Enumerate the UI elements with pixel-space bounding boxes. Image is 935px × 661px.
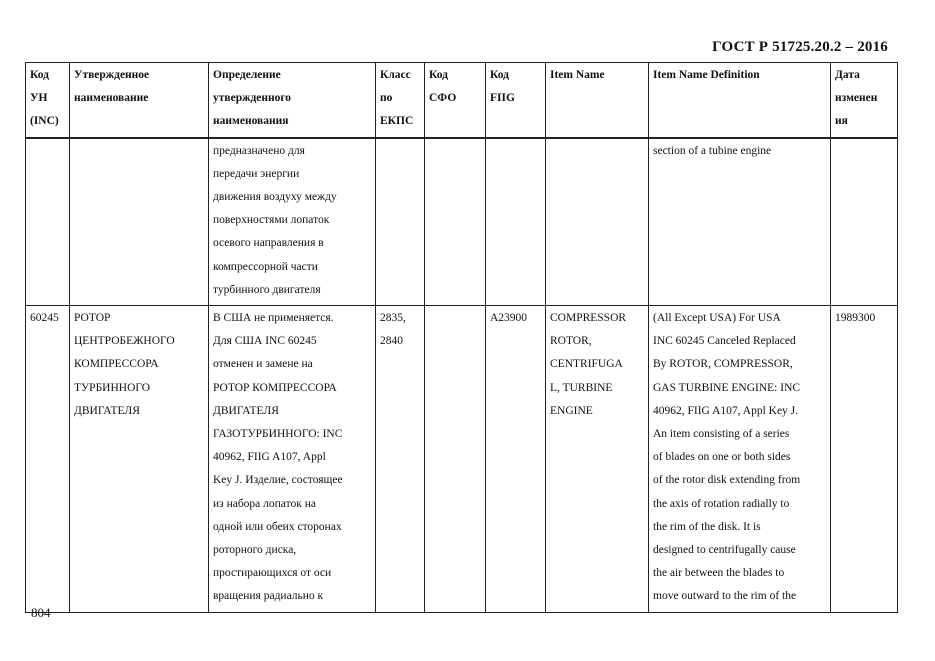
header-line: ЕКПС <box>380 115 414 128</box>
cell-line: the axis of rotation radially to <box>653 497 790 510</box>
header-line: FIIG <box>490 92 515 105</box>
cell-line: предназначено для <box>213 144 305 157</box>
cell-line: роторного диска, <box>213 544 297 557</box>
table-row <box>26 306 898 613</box>
cell-line: передачи энергии <box>213 167 300 180</box>
cell-line: By ROTOR, COMPRESSOR, <box>653 358 793 371</box>
cell-line: COMPRESSOR <box>550 312 627 325</box>
table-row <box>26 138 898 306</box>
col-header-item-name <box>546 63 649 138</box>
cell-line: Для США INC 60245 <box>213 335 317 348</box>
cell-line: РОТОР КОМПРЕССОРА <box>213 381 337 394</box>
cell-line: L, TURBINE <box>550 381 613 394</box>
cell-approved-name <box>70 306 209 613</box>
cell-inc-code <box>26 306 70 613</box>
col-header-fiig-code <box>486 63 546 138</box>
cell-line: section of a tubine engine <box>653 144 772 157</box>
header-line: Код <box>429 69 449 81</box>
page-number: 804 <box>31 605 51 620</box>
cell-line: простирающихся от оси <box>213 567 332 580</box>
cell-ekps-class <box>376 138 425 306</box>
cell-line: 40962, FIIG A107, Appl Key J. <box>653 404 799 417</box>
cell-line: designed to centrifugally cause <box>653 544 796 557</box>
cell-line: ENGINE <box>550 404 593 417</box>
cell-line: 2840 <box>380 335 403 348</box>
cell-line: 40962, FIIG A107, Appl <box>213 451 326 464</box>
header-line: Утвержденное <box>74 69 150 81</box>
cell-line: the rim of the disk. It is <box>653 520 761 533</box>
cell-inc-code <box>26 138 70 306</box>
cell-line: Key J. Изделие, состоящее <box>213 474 343 487</box>
cell-item-name-definition <box>649 306 831 613</box>
header-line: утвержденного <box>213 92 292 105</box>
header-line: Определение <box>213 69 281 81</box>
cell-line: КОМПРЕССОРА <box>74 358 159 371</box>
header-line: Item Name <box>550 69 605 81</box>
cell-line: из набора лопаток на <box>213 497 316 510</box>
cell-line: турбинного двигателя <box>213 283 321 296</box>
cell-fiig-code <box>486 306 546 613</box>
col-header-change-date <box>831 63 898 138</box>
cell-line: 60245 <box>30 312 59 325</box>
header-line: ия <box>835 115 848 128</box>
cell-line: of the rotor disk extending from <box>653 474 801 487</box>
header-line: наименование <box>74 92 149 105</box>
cell-line: компрессорной части <box>213 260 318 273</box>
cell-ekps-class <box>376 306 425 613</box>
cell-line: ТУРБИННОГО <box>74 381 151 394</box>
col-header-approved-name <box>70 63 209 138</box>
col-header-sfo-code <box>425 63 486 138</box>
cell-line: GAS TURBINE ENGINE: INC <box>653 381 801 394</box>
cell-line: CENTRIFUGA <box>550 358 623 371</box>
cell-line: An item consisting of a series <box>653 428 790 441</box>
cell-line: ДВИГАТЕЛЯ <box>74 404 140 417</box>
cell-change-date <box>831 306 898 613</box>
cell-line: 2835, <box>380 312 406 325</box>
header-row <box>26 63 898 138</box>
cell-line: of blades on one or both sides <box>653 451 791 464</box>
cell-line: вращения радиально к <box>213 590 324 603</box>
cell-line: ГАЗОТУРБИННОГО: INC <box>213 428 343 441</box>
header-line: по <box>380 92 393 105</box>
cell-fiig-code <box>486 138 546 306</box>
cell-sfo-code <box>425 138 486 306</box>
col-header-ekps-class <box>376 63 425 138</box>
cell-line: A23900 <box>490 312 528 325</box>
cell-line: одной или обеих сторонах <box>213 520 342 533</box>
cell-definition <box>209 138 376 306</box>
header-line: Класс <box>380 69 411 81</box>
cell-item-name <box>546 306 649 613</box>
cell-line: осевого направления в <box>213 237 324 250</box>
header-line: Item Name Definition <box>653 69 760 81</box>
cell-line: В США не применяется. <box>213 312 334 325</box>
cell-line: РОТОР <box>74 312 111 325</box>
cell-line: (All Except USA) For USA <box>653 312 781 325</box>
cell-line: ROTOR, <box>550 335 592 348</box>
header-line: наименования <box>213 115 289 128</box>
header-line: УН <box>30 92 48 105</box>
cell-item-name-definition <box>649 138 831 306</box>
cell-line: the air between the blades to <box>653 567 785 580</box>
cell-line: ЦЕНТРОБЕЖНОГО <box>74 335 175 348</box>
header-line: Код <box>490 69 510 81</box>
cell-approved-name <box>70 138 209 306</box>
header-line: изменен <box>835 92 878 105</box>
col-header-inc-code <box>26 63 70 138</box>
header-line: Код <box>30 69 50 81</box>
cell-definition <box>209 306 376 613</box>
col-header-definition <box>209 63 376 138</box>
cell-line: отменен и замене на <box>213 358 313 371</box>
col-header-item-name-definition <box>649 63 831 138</box>
document-code: ГОСТ Р 51725.20.2 – 2016 <box>712 39 888 55</box>
cell-line: движения воздуху между <box>213 191 337 204</box>
cell-change-date <box>831 138 898 306</box>
cell-line: ДВИГАТЕЛЯ <box>213 404 279 417</box>
nomenclature-table <box>25 62 898 613</box>
cell-sfo-code <box>425 306 486 613</box>
cell-line: поверхностями лопаток <box>213 214 330 227</box>
cell-item-name <box>546 138 649 306</box>
header-line: (INC) <box>30 115 59 128</box>
cell-line: INC 60245 Canceled Replaced <box>653 335 796 348</box>
cell-line: 1989300 <box>835 312 876 325</box>
cell-line: move outward to the rim of the <box>653 590 797 603</box>
header-line: Дата <box>835 69 860 81</box>
header-line: СФО <box>429 92 457 105</box>
